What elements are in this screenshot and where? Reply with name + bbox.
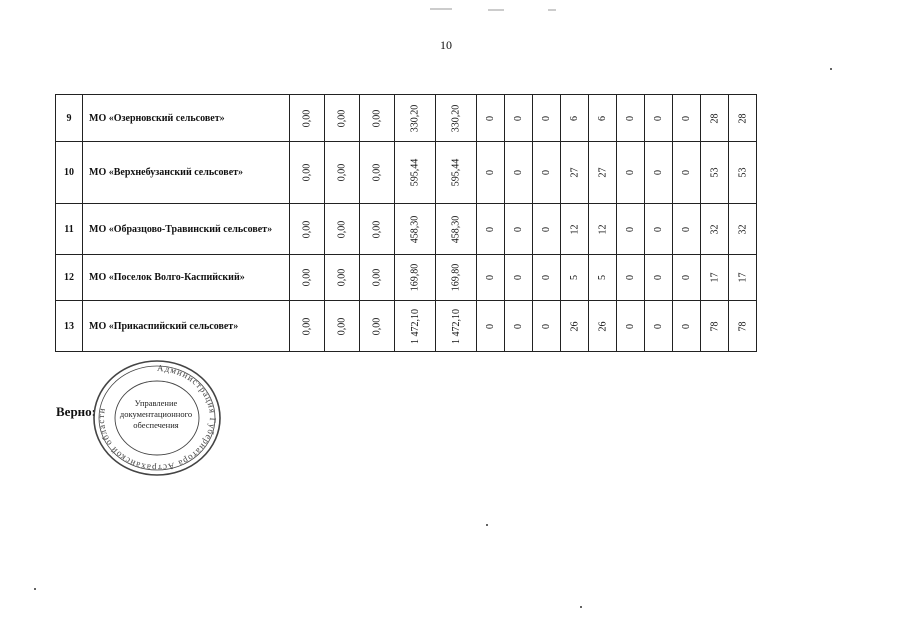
cell-text: 0 — [681, 115, 692, 121]
table-cell — [701, 142, 729, 204]
cell-text: 78 — [709, 321, 720, 331]
cell-text: 0,00 — [336, 317, 348, 335]
table-cell — [477, 301, 505, 352]
table-cell — [561, 255, 589, 301]
cell-text: 0 — [653, 275, 664, 280]
table-cell — [477, 95, 505, 142]
svg-text:Администрация Губернатора Астр: Администрация Губернатора Астраханской области — [95, 362, 219, 474]
table-cell — [617, 95, 645, 142]
table-cell — [561, 142, 589, 204]
table-cell — [83, 142, 290, 204]
cell-text: 0,00 — [336, 268, 348, 287]
cell-text: 0 — [541, 115, 552, 121]
table-cell — [360, 204, 395, 255]
table-row — [56, 255, 757, 301]
cell-text: 26 — [569, 321, 580, 331]
cell-text: 0,00 — [371, 268, 383, 287]
table-cell — [729, 255, 757, 301]
table-cell — [83, 95, 290, 142]
cell-text: 0,00 — [301, 317, 313, 335]
table-cell — [561, 204, 589, 255]
cell-text: 595,44 — [409, 158, 421, 187]
cell-text: 169,80 — [409, 263, 421, 292]
table-cell — [729, 95, 757, 142]
cell-text: 32 — [709, 224, 720, 234]
table-cell — [645, 204, 673, 255]
cell-text: 0 — [485, 226, 496, 232]
cell-text: 0 — [625, 323, 636, 329]
data-table-body — [56, 95, 757, 352]
page-number: 10 — [440, 38, 452, 52]
table-cell — [617, 301, 645, 352]
table-cell — [477, 255, 505, 301]
cell-text: МО «Прикаспийский сельсовет» — [89, 320, 239, 332]
table-cell — [505, 301, 533, 352]
cell-text: 9 — [66, 112, 72, 124]
cell-text: 12 — [597, 224, 608, 234]
cell-text: 0 — [513, 170, 524, 175]
cell-text: 0 — [625, 226, 636, 232]
table-cell — [589, 95, 617, 142]
table-cell — [360, 255, 395, 301]
table-cell — [701, 301, 729, 352]
seal-line: обеспечения — [133, 420, 179, 430]
cell-text: 11 — [64, 223, 74, 235]
cell-text: 0,00 — [371, 317, 383, 335]
scan-speck — [486, 524, 488, 526]
verno-label: Верно: — [56, 404, 96, 419]
table-cell — [325, 142, 360, 204]
table-cell — [533, 204, 561, 255]
table-cell — [436, 142, 477, 204]
table-cell — [617, 142, 645, 204]
cell-text: 0,00 — [336, 109, 348, 127]
table-cell — [729, 204, 757, 255]
cell-text: 10 — [64, 167, 74, 178]
cell-text: 0 — [653, 115, 664, 121]
table-cell — [325, 204, 360, 255]
table-cell — [290, 142, 325, 204]
cell-text: 330,20 — [409, 104, 421, 132]
table-cell — [589, 301, 617, 352]
cell-text: 0,00 — [301, 109, 313, 127]
scan-speck — [34, 588, 36, 590]
scan-top-marks-svg — [430, 7, 560, 13]
scan-speck — [580, 606, 582, 608]
table-cell — [290, 255, 325, 301]
seal-line: Управление — [134, 398, 178, 408]
scan-top-marks — [430, 0, 560, 6]
table-cell — [589, 255, 617, 301]
cell-text: МО «Образцово-Травинский сельсовет» — [89, 223, 273, 235]
table-cell — [83, 255, 290, 301]
cell-text: 0 — [541, 323, 552, 329]
cell-text: 1 472,10 — [450, 308, 462, 344]
cell-text: 0 — [541, 226, 552, 232]
cell-text: 0 — [653, 226, 664, 232]
table-cell — [436, 95, 477, 142]
table-cell — [561, 301, 589, 352]
table-cell — [645, 255, 673, 301]
table-cell — [645, 301, 673, 352]
cell-text: 53 — [709, 167, 720, 178]
cell-text: 458,30 — [450, 215, 462, 243]
cell-text: 0 — [513, 226, 524, 232]
table-cell — [290, 95, 325, 142]
table-cell — [617, 204, 645, 255]
cell-text: 0 — [681, 226, 692, 232]
table-cell — [701, 204, 729, 255]
table-cell — [505, 204, 533, 255]
table-cell — [325, 301, 360, 352]
cell-text: МО «Поселок Волго-Каспийский» — [89, 272, 245, 283]
table-cell — [505, 142, 533, 204]
data-table — [55, 94, 757, 352]
table-cell — [395, 301, 436, 352]
cell-text: 6 — [569, 115, 580, 121]
cell-text: 330,20 — [450, 104, 462, 132]
cell-text: 0,00 — [336, 163, 348, 182]
table-cell — [561, 95, 589, 142]
cell-text: 0,00 — [301, 268, 313, 287]
table-cell — [729, 142, 757, 204]
cell-text: 12 — [569, 224, 580, 234]
table-row — [56, 95, 757, 142]
table-cell — [729, 301, 757, 352]
cell-text: 169,80 — [450, 263, 462, 292]
table-cell — [477, 142, 505, 204]
table-cell — [533, 301, 561, 352]
cell-text: 0,00 — [301, 163, 313, 182]
table-cell — [56, 142, 83, 204]
cell-text: 27 — [569, 167, 580, 178]
table-cell — [673, 204, 701, 255]
seal-line: документационного — [119, 409, 193, 419]
table-cell — [290, 301, 325, 352]
cell-text: 0 — [541, 275, 552, 280]
table-cell — [325, 95, 360, 142]
table-cell — [701, 95, 729, 142]
cell-text: 0 — [485, 115, 496, 121]
table-row — [56, 301, 757, 352]
cell-text: 13 — [64, 320, 74, 332]
cell-text: 17 — [709, 272, 720, 283]
table-row — [56, 142, 757, 204]
cell-text: 0 — [681, 323, 692, 329]
cell-text: 5 — [597, 275, 608, 280]
table-cell — [395, 95, 436, 142]
table-cell — [673, 142, 701, 204]
table-cell — [56, 301, 83, 352]
table-cell — [533, 255, 561, 301]
table-cell — [56, 204, 83, 255]
cell-text: 28 — [709, 113, 720, 123]
table-cell — [673, 255, 701, 301]
table-cell — [436, 204, 477, 255]
seal-center-text — [111, 398, 201, 431]
cell-text: 0 — [513, 115, 524, 121]
table-cell — [589, 204, 617, 255]
cell-text: 595,44 — [450, 158, 462, 187]
table-cell — [505, 95, 533, 142]
table-cell — [477, 204, 505, 255]
cell-text: 0,00 — [301, 220, 313, 238]
cell-text: 0 — [653, 323, 664, 329]
table-cell — [673, 95, 701, 142]
cell-text: 0 — [513, 323, 524, 329]
cell-text: 26 — [597, 321, 608, 331]
table-cell — [83, 204, 290, 255]
cell-text: МО «Верхнебузанский сельсовет» — [89, 167, 244, 178]
cell-text: 0,00 — [371, 220, 383, 238]
cell-text: 0 — [541, 170, 552, 175]
table-cell — [395, 255, 436, 301]
table-cell — [701, 255, 729, 301]
cell-text: 5 — [569, 275, 580, 280]
cell-text: 53 — [737, 167, 748, 178]
cell-text: 0,00 — [371, 163, 383, 182]
cell-text: 32 — [737, 224, 748, 234]
cell-text: 27 — [597, 167, 608, 178]
table-row — [56, 204, 757, 255]
cell-text: 0,00 — [336, 220, 348, 238]
cell-text: 0 — [625, 275, 636, 280]
cell-text: 6 — [597, 115, 608, 121]
cell-text: 0,00 — [371, 109, 383, 127]
table-cell — [645, 142, 673, 204]
table-cell — [325, 255, 360, 301]
cell-text: 0 — [625, 115, 636, 121]
table-cell — [436, 301, 477, 352]
cell-text: 0 — [681, 275, 692, 280]
table-cell — [395, 204, 436, 255]
table-cell — [436, 255, 477, 301]
cell-text: 0 — [653, 170, 664, 175]
table-cell — [395, 142, 436, 204]
cell-text: 17 — [737, 272, 748, 283]
table-cell — [360, 95, 395, 142]
cell-text: 78 — [737, 321, 748, 331]
table-cell — [290, 204, 325, 255]
table-cell — [533, 95, 561, 142]
table-cell — [360, 142, 395, 204]
table-cell — [83, 301, 290, 352]
table-cell — [360, 301, 395, 352]
table-cell — [589, 142, 617, 204]
table-cell — [56, 95, 83, 142]
cell-text: 28 — [737, 113, 748, 123]
table-cell — [56, 255, 83, 301]
table-cell — [673, 301, 701, 352]
cell-text: 0 — [485, 170, 496, 175]
cell-text: 1 472,10 — [409, 308, 421, 344]
cell-text: 0 — [681, 170, 692, 175]
table-cell — [617, 255, 645, 301]
cell-text: 12 — [64, 272, 74, 283]
cell-text: 0 — [485, 323, 496, 329]
cell-text: 0 — [485, 275, 496, 280]
table-cell — [505, 255, 533, 301]
table-cell — [645, 95, 673, 142]
table-cell — [533, 142, 561, 204]
cell-text: 458,30 — [409, 215, 421, 243]
cell-text: МО «Озерновский сельсовет» — [89, 112, 225, 124]
cell-text: 0 — [513, 275, 524, 280]
cell-text: 0 — [625, 170, 636, 175]
scan-speck — [830, 68, 832, 70]
